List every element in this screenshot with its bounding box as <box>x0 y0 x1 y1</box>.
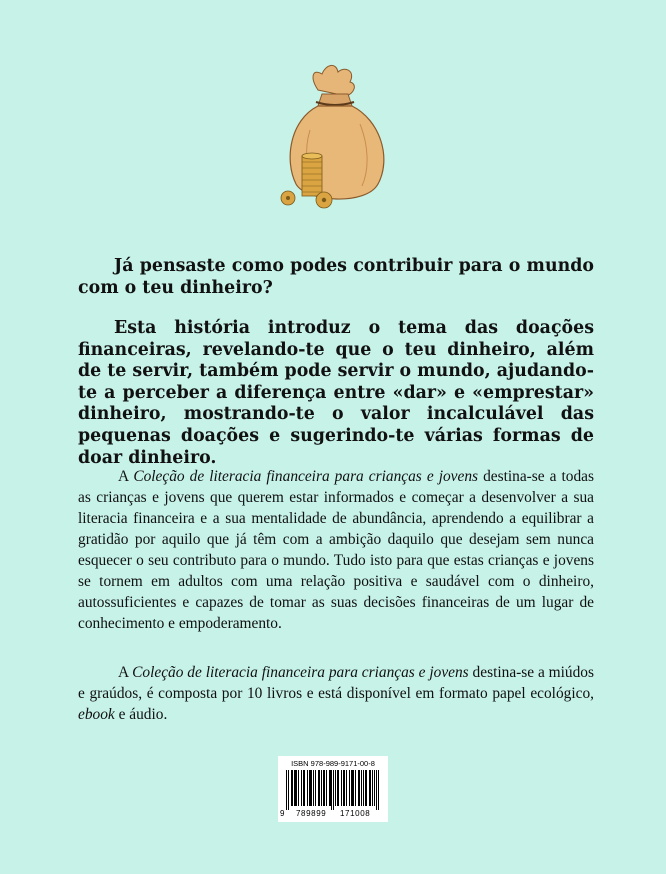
barcode-bars <box>286 770 380 810</box>
barcode-bar <box>292 770 293 806</box>
barcode-bar <box>286 770 287 810</box>
barcode-bar <box>351 770 352 806</box>
barcode-bar <box>361 770 362 806</box>
barcode-bar <box>335 770 336 806</box>
barcode-bar <box>304 770 305 806</box>
barcode-bar <box>318 770 319 806</box>
barcode-bar <box>378 770 379 810</box>
barcode-bar <box>374 770 375 806</box>
barcode-bar <box>288 770 289 810</box>
collection-title-repeat: Coleção de literacia financeira para crianças e jovens <box>132 664 469 681</box>
barcode-bar <box>365 770 366 806</box>
collection-format-prefix: A <box>118 664 133 681</box>
barcode-bar <box>294 770 295 806</box>
collection-intro-rest: destina-se a todas as crianças e jovens que querem estar informados e começar a desenvolver a sua literacia financeira e a sua mentalidade de abundância, aprendendo a equilibrar a gratidão por aquilo que já têm com a ambição daquilo que desejam sem nunca esquecer o seu contributo para o mundo. Tudo isto para que estas crianças e jovens se tornem em adultos com uma relação positiva e saudável com o dinheiro, autossuficientes e capazes de tomar as suas decisões financeiras de um lugar de conhecimento e empoderamento. <box>78 468 594 632</box>
barcode-bar <box>330 770 331 806</box>
ebook-term: ebook <box>78 706 115 723</box>
barcode-bar <box>324 770 325 806</box>
lead-summary: Esta história introduz o tema das doações financeiras, revelando-te que o teu dinheiro, além de te servir, também pode servir o mundo, ajudando-te a perceber a diferença entre «dar» e «emprestar» dinheiro, mostrando-te o valor incalculável das pequenas doações e sugerindo-te várias formas de doar dinheiro. <box>78 318 594 468</box>
collection-format-rest2: e áudio. <box>114 706 168 723</box>
barcode-bar <box>337 770 338 806</box>
barcode-bar <box>309 770 310 806</box>
barcode-bar <box>363 770 364 806</box>
collection-format-paragraph <box>78 662 594 725</box>
isbn-label: ISBN 978-989-9171-00-8 <box>291 759 375 768</box>
barcode-bar <box>291 770 292 806</box>
isbn-barcode <box>278 756 388 822</box>
barcode-bar <box>301 770 302 806</box>
barcode-bar <box>310 770 311 806</box>
barcode-bar <box>366 770 367 806</box>
collection-title: Coleção de literacia financeira para crianças e jovens <box>133 468 479 485</box>
barcode-bar <box>333 770 334 810</box>
barcode-bar <box>307 770 308 806</box>
barcode-bar <box>331 770 332 810</box>
barcode-bar <box>372 770 373 806</box>
barcode-digits-right: 171008 <box>340 809 371 818</box>
barcode-bar <box>353 770 354 806</box>
barcode-bar <box>370 770 371 806</box>
barcode-digits-left: 789899 <box>296 809 327 818</box>
barcode-bar <box>313 770 314 806</box>
barcode-bar <box>346 770 347 806</box>
barcode-bar <box>344 770 345 806</box>
barcode-bar <box>295 770 296 806</box>
barcode-bar <box>359 770 360 806</box>
coin-stack-icon <box>302 153 322 196</box>
barcode-bar <box>343 770 344 806</box>
barcode-digit-first: 9 <box>280 809 285 818</box>
barcode-bar <box>321 770 322 806</box>
barcode-bar <box>349 770 350 806</box>
barcode-bar <box>355 770 356 806</box>
collection-format-rest1: destina-se a miúdos e graúdos, é composta por 10 livros e está disponível em formato papel ecológico, <box>78 664 594 702</box>
barcode-bar <box>298 770 299 806</box>
barcode-bar <box>319 770 320 806</box>
barcode-bar <box>315 770 316 806</box>
money-bag-icon <box>270 60 400 220</box>
barcode-bar <box>338 770 339 806</box>
collection-intro-paragraph <box>78 466 594 634</box>
barcode-bar <box>341 770 342 806</box>
lead-question: Já pensaste como podes contribuir para o mundo com o teu dinheiro? <box>78 256 594 298</box>
collection-intro-prefix: A <box>118 468 134 485</box>
barcode-bar <box>323 770 324 806</box>
barcode-bar <box>376 770 377 810</box>
barcode-bar <box>311 770 312 806</box>
barcode-bar <box>358 770 359 806</box>
barcode-bar <box>329 770 330 806</box>
barcode-bar <box>369 770 370 806</box>
barcode-bar <box>303 770 304 806</box>
barcode-bar <box>326 770 327 806</box>
barcode-bar <box>296 770 297 806</box>
barcode-bar <box>352 770 353 806</box>
